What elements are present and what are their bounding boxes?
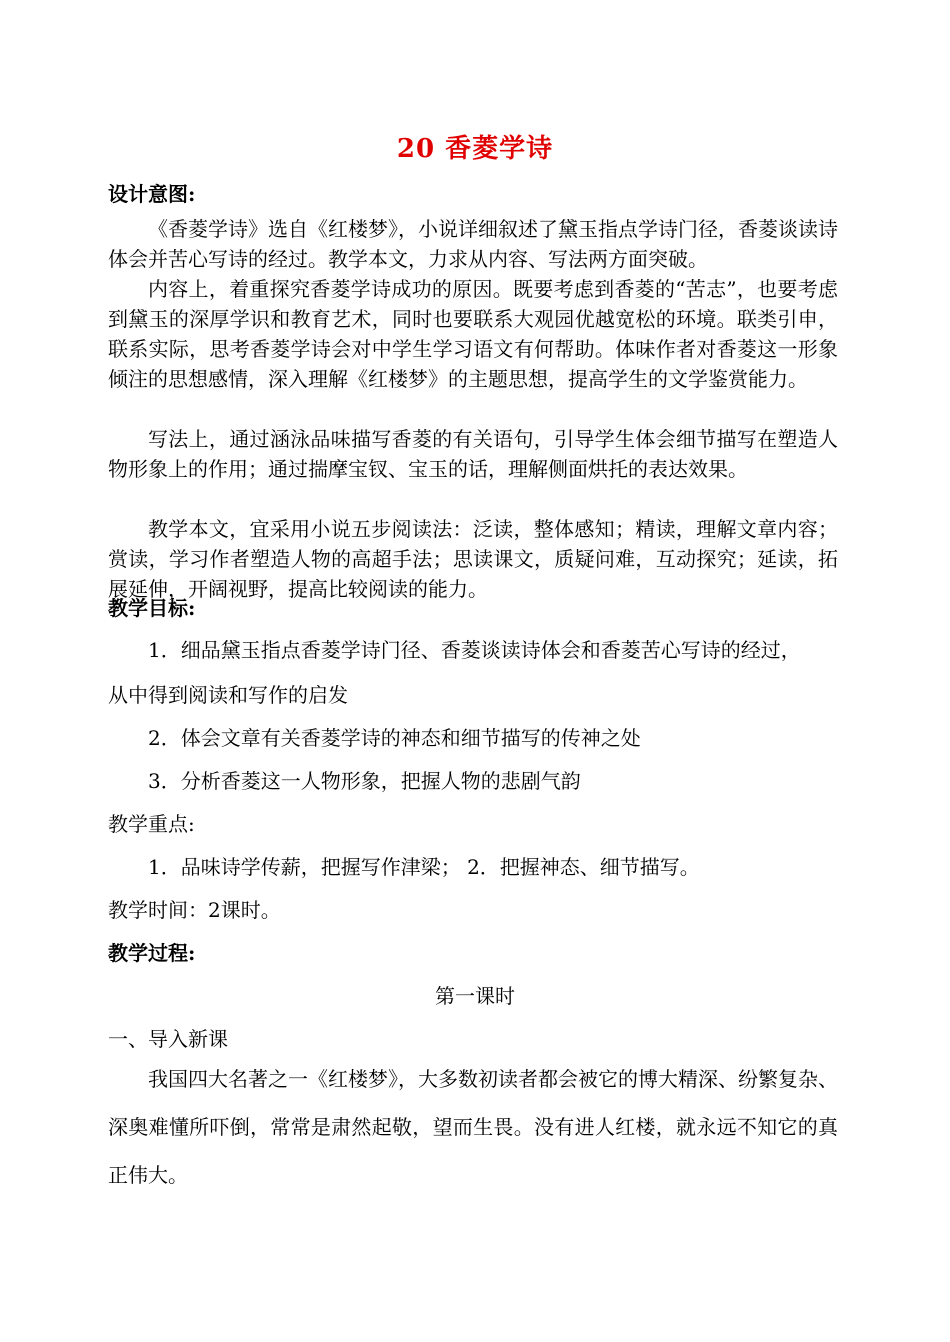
objectives-heading: 教学目标: — [108, 596, 196, 620]
process-heading: 教学过程: — [108, 941, 196, 965]
key-points-label: 教学重点: — [108, 812, 195, 836]
teaching-time: 教学时间：2课时。 — [108, 898, 281, 922]
section-heading-intro: 一、导入新课 — [108, 1027, 228, 1051]
objective-item-2: 2．体会文章有关香菱学诗的神态和细节描写的传神之处 — [148, 726, 641, 750]
design-intent-heading: 设计意图: — [108, 182, 196, 206]
design-intent-paragraph-4: 教学本文，宜采用小说五步阅读法：泛读，整体感知；精读，理解文章内容；赏读，学习作者塑造人物的高超手法；思读课文，质疑问难，互动探究；延读，拓展延伸，开阔视野，提高比较阅读的能力。 — [108, 517, 838, 601]
objective-item-1-line-2: 从中得到阅读和写作的启发 — [108, 683, 348, 707]
lesson-title: 第一课时 — [435, 984, 515, 1008]
page-title: 20 香菱学诗 — [396, 134, 554, 164]
intro-paragraph: 我国四大名著之一《红楼梦》，大多数初读者都会被它的博大精深、纷繁复杂、深奥难懂所吓倒，常常是肃然起敬，望而生畏。没有进人红楼，就永远不知它的真正伟大。 — [108, 1067, 838, 1187]
design-intent-paragraph-2: 内容上，着重探究香菱学诗成功的原因。既要考虑到香菱的“苦志”，也要考虑到黛玉的深厚学识和教育艺术，同时也要联系大观园优越宽松的环境。联类引申，联系实际，思考香菱学诗会对中学生学习语文有何帮助。体味作者对香菱这一形象倾注的思想感情，深入理解《红楼梦》的主题思想，提高学生的文学鉴赏能力。 — [108, 277, 838, 391]
key-points-content: 1．品味诗学传薪，把握写作津梁； 2．把握神态、细节描写。 — [148, 855, 700, 879]
objective-item-3: 3．分析香菱这一人物形象，把握人物的悲剧气韵 — [148, 769, 581, 793]
objective-item-1-line-1: 1．细品黛玉指点香菱学诗门径、香菱谈读诗体会和香菱苦心写诗的经过， — [148, 638, 801, 662]
design-intent-paragraph-1: 《香菱学诗》选自《红楼梦》，小说详细叙述了黛玉指点学诗门径，香菱谈读诗体会并苦心写诗的经过。教学本文，力求从内容、写法两方面突破。 — [108, 217, 838, 271]
design-intent-paragraph-3: 写法上，通过涵泳品味描写香菱的有关语句，引导学生体会细节描写在塑造人物形象上的作用；通过揣摩宝钗、宝玉的话，理解侧面烘托的表达效果。 — [108, 427, 838, 481]
